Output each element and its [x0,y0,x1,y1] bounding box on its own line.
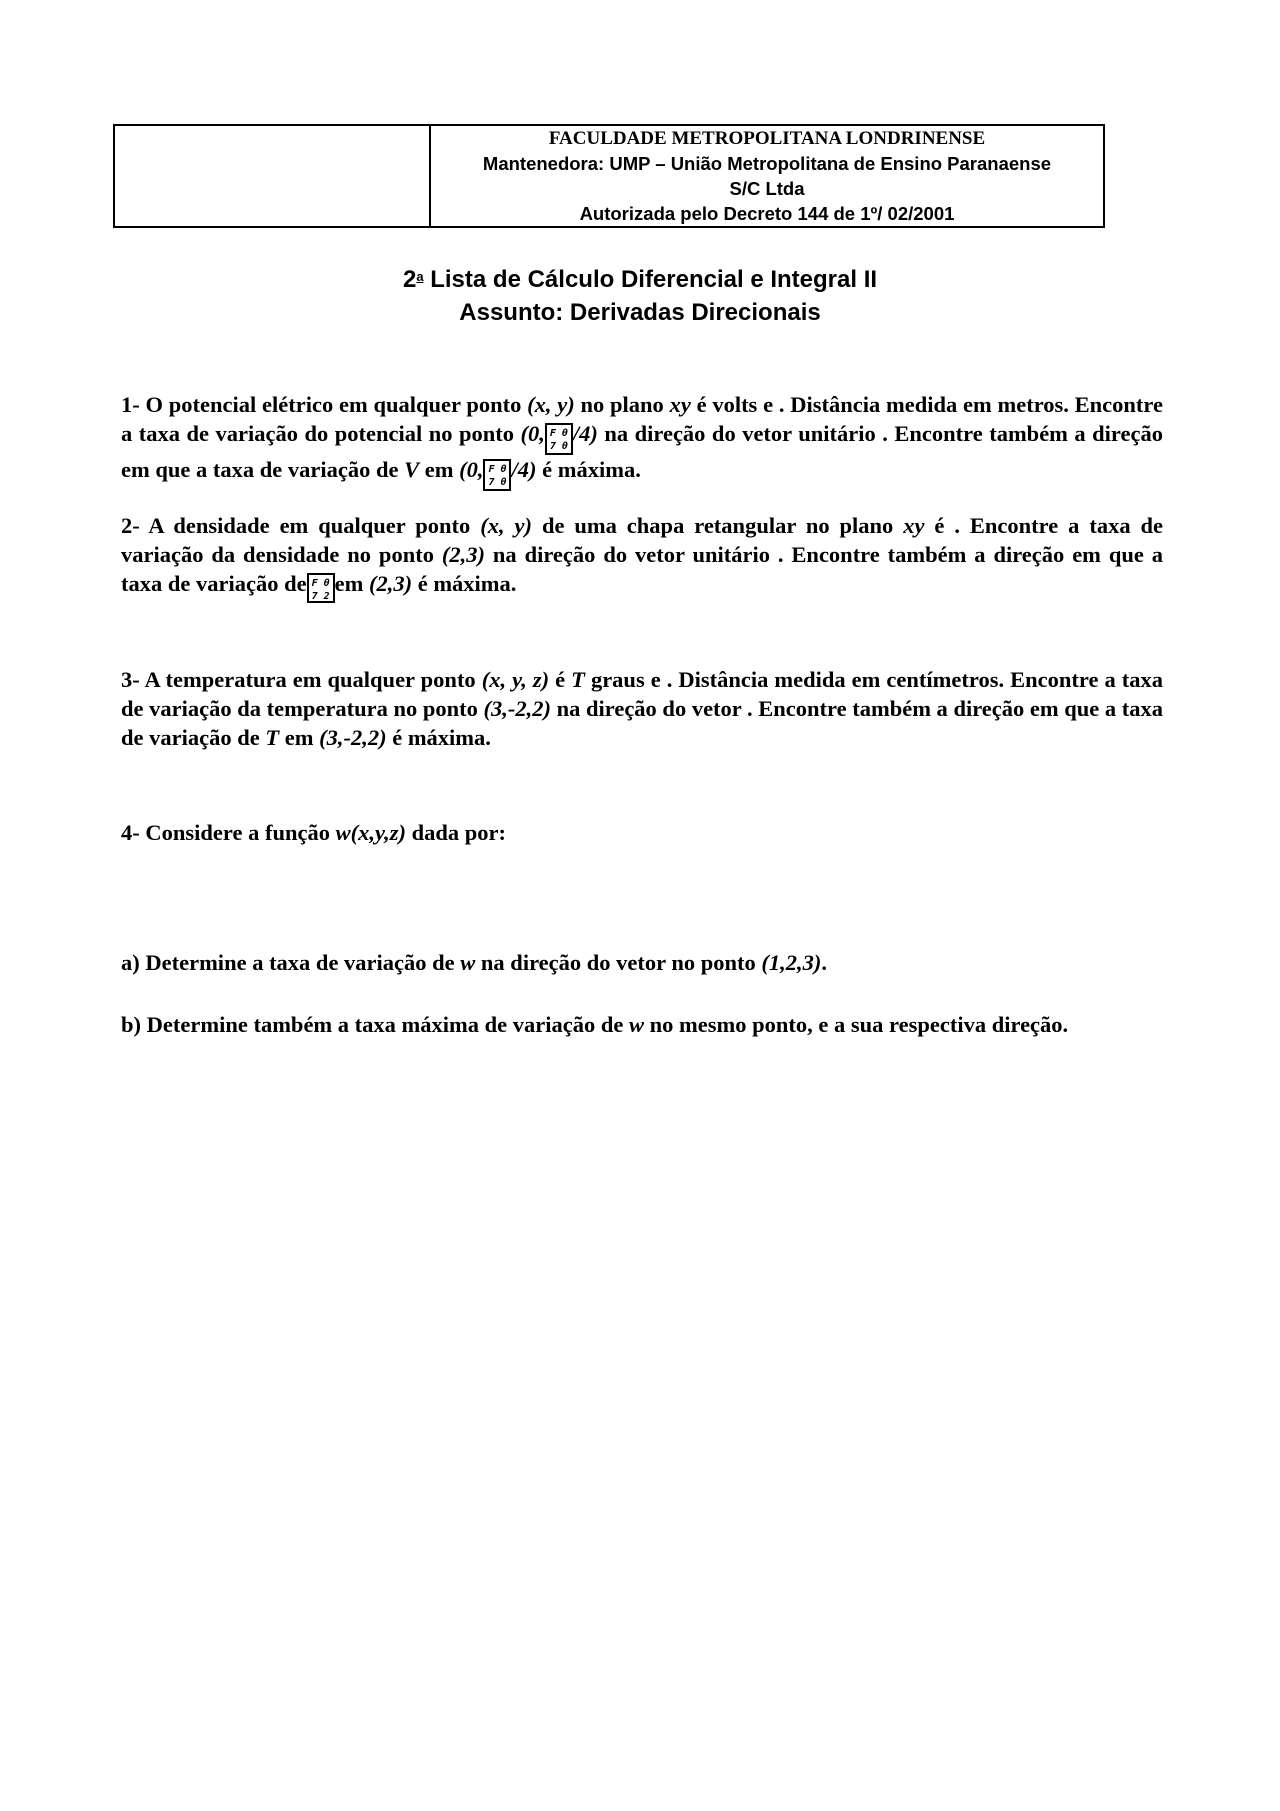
q1-text: é máxima. [536,457,641,482]
q4a-text: . [821,950,827,975]
question-4a [121,948,1163,977]
q1-text: em [419,457,460,482]
institution-name: FACULDADE METROPOLITANA LONDRINENSE [548,128,986,149]
title-ordinal: a [416,269,424,284]
q2-point: (2,3) [441,542,485,567]
title-number: 2 [402,266,417,293]
authorization-line: Autorizada pelo Decreto 144 de 1º/ 02/2001 [579,203,955,224]
q1-text: 1- O potencial elétrico em qualquer ponto [121,392,528,417]
q1-text: é volts e . Distância medida em metros. Encontre a taxa de variação do potencial no ponto [121,392,1163,446]
header-table [113,124,1105,228]
q4a-text: na direção do vetor no ponto [475,950,762,975]
q4b-text: b) Determine também a taxa máxima de variação de [121,1012,630,1037]
q1-var: xy [669,392,691,417]
maintainer-line-2: S/C Ltda [729,178,805,199]
q2-text: 2- A densidade em qualquer ponto [121,513,481,538]
q3-var: (x, y, z) [481,667,550,692]
title-text: Lista de Cálculo Diferencial e Integral II [423,266,878,293]
q3-point: (3,-2,2) [483,696,551,721]
q1-text: na direção do vetor unitário . Encontre também a direção em que a taxa de variação de [121,421,1163,482]
document-title [0,260,1280,329]
q2-point: (2,3) [368,571,413,596]
q2-text: de uma chapa retangular no plano [532,513,904,538]
institution-cell [431,126,1103,226]
maintainer-line: Mantenedora: UMP – União Metropolitana de Ensino Paranaense [482,153,1052,174]
q2-text: na direção do vetor unitário . Encontre também a direção em que a taxa de variação de [121,542,1164,596]
missing-glyph-icon: F θ 7 θ [545,423,573,455]
q1-point: (0, [459,457,484,482]
q3-var: T [265,725,280,750]
question-2 [121,511,1163,603]
q3-text: 3- A temperatura em qualquer ponto [121,667,482,692]
q4b-text: no mesmo ponto, e a sua respectiva direção. [644,1012,1069,1037]
q1-point: (0, [520,421,545,446]
q3-var: T [571,667,585,692]
q4a-point: (1,2,3) [761,950,822,975]
q3-text: é máxima. [386,725,491,750]
q1-point: /4) [572,421,598,446]
q1-var: V [404,457,420,482]
q4a-text: a) Determine a taxa de variação de [121,950,461,975]
q2-text: é máxima. [412,571,517,596]
q2-var: (x, y) [480,513,533,538]
q4a-var: w [460,950,476,975]
q2-var: xy [903,513,925,538]
q3-text: em [279,725,320,750]
q2-text: é . Encontre a taxa de variação da densidade no ponto [121,513,1163,567]
q4b-var: w [629,1012,645,1037]
question-4 [121,818,1163,847]
q3-text: graus e . Distância medida em centímetros. Encontre a taxa de variação da temperatura no ponto [121,667,1163,721]
missing-glyph-icon: F θ 7 θ [483,459,511,491]
q3-point: (3,-2,2) [319,725,387,750]
q3-text: é [549,667,572,692]
q1-point: /4) [511,457,537,482]
q1-text: no plano [574,392,670,417]
list-title [0,260,1280,296]
question-4b [121,1010,1163,1039]
question-3 [121,665,1163,752]
q3-text: na direção do vetor . Encontre também a direção em que a taxa de variação de [121,696,1163,750]
question-1 [121,390,1163,491]
logo-cell [115,126,431,226]
q4-text: dada por: [406,820,507,845]
q4-function: w(x,y,z) [335,820,406,845]
q4-text: 4- Considere a função [121,820,336,845]
q1-var: (x, y) [527,392,575,417]
q2-text: em [334,571,369,596]
subject-title: Assunto: Derivadas Direcionais [459,299,821,326]
missing-glyph-icon: F θ 7 2 [307,573,335,603]
